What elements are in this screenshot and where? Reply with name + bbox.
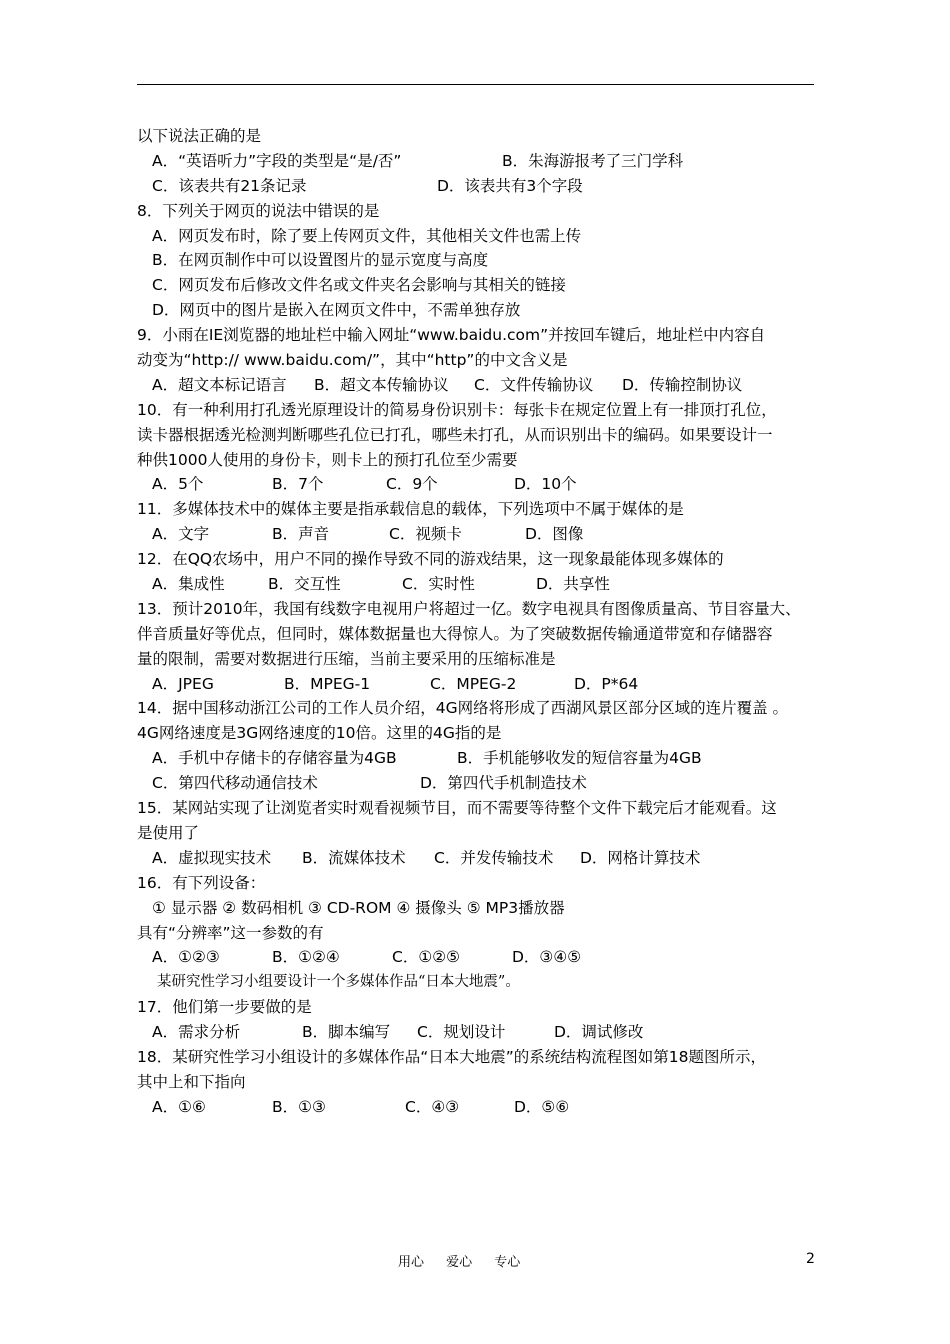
option-text: B．手机能够收发的短信容量为4GB [457, 749, 702, 768]
option-text: C．9个 [386, 475, 438, 494]
option-text: C．④③ [405, 1097, 460, 1116]
option-text: D．网格计算技术 [580, 848, 701, 867]
option-line [137, 945, 827, 970]
option-text: B．脚本编写 [302, 1023, 391, 1042]
option-text: B．超文本传输协议 [314, 375, 449, 394]
text-line: 伴音质量好等优点，但同时，媒体数据量也大得惊人。为了突破数据传输通道带宽和存储器容 [137, 624, 773, 643]
text-line: 14．据中国移动浙江公司的工作人员介绍，4G网络将形成了西湖风景区部分区域的连片覆盖 。 [137, 699, 789, 718]
text-line: 8．下列关于网页的说法中错误的是 [137, 201, 380, 220]
option-text: A．5个 [152, 475, 204, 494]
option-line [137, 373, 827, 398]
option-text: D．调试修改 [554, 1023, 644, 1042]
option-text: D．传输控制协议 [622, 375, 743, 394]
option-line [137, 572, 827, 597]
option-text: A．①⑥ [152, 1097, 206, 1116]
text-line: 15．某网站实现了让浏览者实时观看视频节目，而不需要等待整个文件下载完后才能观看。这 [137, 799, 777, 818]
option-text: D．网页中的图片是嵌入在网页文件中，不需单独存放 [152, 301, 521, 320]
option-text: C．第四代移动通信技术 [152, 774, 318, 793]
text-line: 某研究性学习小组要设计一个多媒体作品“日本大地震”。 [157, 974, 520, 991]
text-line: 具有“分辨率”这一参数的有 [137, 923, 324, 942]
option-text: D．10个 [514, 475, 577, 494]
option-line [137, 298, 827, 323]
text-line: 动变为“http:// www.baidu.com/”，其中“http”的中文含义是 [137, 351, 568, 370]
text-line: 4G网络速度是3G网络速度的10倍。这里的4G指的是 [137, 724, 502, 743]
text-line: 是使用了 [137, 823, 200, 842]
option-text: A．JPEG [152, 674, 214, 693]
option-text: C．规划设计 [417, 1023, 506, 1042]
option-line [137, 1020, 827, 1045]
option-line [137, 149, 827, 174]
option-line [137, 224, 827, 249]
text-line: 18．某研究性学习小组设计的多媒体作品“日本大地震”的系统结构流程图如第18题图所示， [137, 1047, 767, 1066]
option-line [137, 771, 827, 796]
option-text: D．共享性 [536, 575, 610, 594]
option-line [137, 1095, 827, 1120]
option-line [137, 522, 827, 547]
option-line [137, 846, 827, 871]
text-line: 17．他们第一步要做的是 [137, 998, 312, 1017]
text-line: 12．在QQ农场中，用户不同的操作导致不同的游戏结果，这一现象最能体现多媒体的 [137, 550, 724, 569]
option-text: C．该表共有21条记录 [152, 176, 307, 195]
option-text: B．朱海游报考了三门学科 [502, 151, 684, 170]
text-line: 9．小雨在IE浏览器的地址栏中输入网址“www.baidu.com”并按回车键后，地址栏中内容自 [137, 326, 766, 345]
option-text: C．网页发布后修改文件名或文件夹名会影响与其相关的链接 [152, 276, 566, 295]
exam-content [137, 124, 827, 1120]
option-text: D．③④⑤ [512, 948, 582, 967]
option-line [137, 472, 827, 497]
option-text: C．①②⑤ [392, 948, 461, 967]
text-line: 10．有一种利用打孔透光原理设计的简易身份识别卡：每张卡在规定位置上有一排顶打孔位， [137, 400, 777, 419]
option-text: B．流媒体技术 [302, 848, 406, 867]
text-line: 量的限制，需要对数据进行压缩，当前主要采用的压缩标准是 [137, 649, 556, 668]
text-line: 读卡器根据透光检测判断哪些孔位已打孔，哪些未打孔，从而识别出卡的编码。如果要设计一 [137, 425, 773, 444]
text-line: 16．有下列设备： [137, 873, 266, 892]
option-text: A．网页发布时，除了要上传网页文件，其他相关文件也需上传 [152, 226, 582, 245]
header-rule [137, 84, 814, 85]
option-text: B．7个 [272, 475, 324, 494]
option-text: B．①③ [272, 1097, 326, 1116]
text-line: 13．预计2010年，我国有线数字电视用户将超过一亿。数字电视具有图像质量高、节目容量大、 [137, 599, 801, 618]
option-text: A．集成性 [152, 575, 225, 594]
option-text: C．视频卡 [389, 525, 462, 544]
option-text: ① 显示器 ② 数码相机 ③ CD-ROM ④ 摄像头 ⑤ MP3播放器 [152, 898, 565, 917]
option-text: D．该表共有3个字段 [437, 176, 583, 195]
option-line [137, 273, 827, 298]
text-line: 11．多媒体技术中的媒体主要是指承载信息的载体，下列选项中不属于媒体的是 [137, 500, 684, 519]
option-text: B．交互性 [268, 575, 341, 594]
option-text: A．手机中存储卡的存储容量为4GB [152, 749, 397, 768]
option-line [137, 746, 827, 771]
option-line [137, 174, 827, 199]
option-text: C．并发传输技术 [434, 848, 554, 867]
option-line [137, 672, 827, 697]
text-line: 其中上和下指向 [137, 1072, 246, 1091]
option-text: A．①②③ [152, 948, 220, 967]
option-text: B．在网页制作中可以设置图片的显示宽度与高度 [152, 251, 489, 270]
page-number: 2 [806, 1251, 815, 1267]
option-text: B．声音 [272, 525, 330, 544]
option-text: C．实时性 [402, 575, 475, 594]
option-text: C．MPEG-2 [430, 674, 517, 693]
option-text: A．“英语听力”字段的类型是“是/否” [152, 151, 402, 170]
option-text: D．图像 [525, 525, 584, 544]
option-text: C．文件传输协议 [474, 375, 594, 394]
text-line: 种供1000人使用的身份卡，则卡上的预打孔位至少需要 [137, 450, 518, 469]
option-text: A．需求分析 [152, 1023, 241, 1042]
option-text: D．P*64 [574, 674, 639, 693]
text-line: 以下说法正确的是 [137, 127, 262, 145]
option-text: D．第四代手机制造技术 [420, 774, 587, 793]
option-text: B．MPEG-1 [284, 674, 371, 693]
option-text: D．⑤⑥ [514, 1097, 570, 1116]
option-text: B．①②④ [272, 948, 340, 967]
option-text: A．超文本标记语言 [152, 375, 287, 394]
option-line [137, 248, 827, 273]
option-line [137, 896, 827, 921]
option-text: A．文字 [152, 525, 210, 544]
option-text: A．虚拟现实技术 [152, 848, 272, 867]
footer-motto: 用心 爱心 专心 [398, 1255, 521, 1270]
